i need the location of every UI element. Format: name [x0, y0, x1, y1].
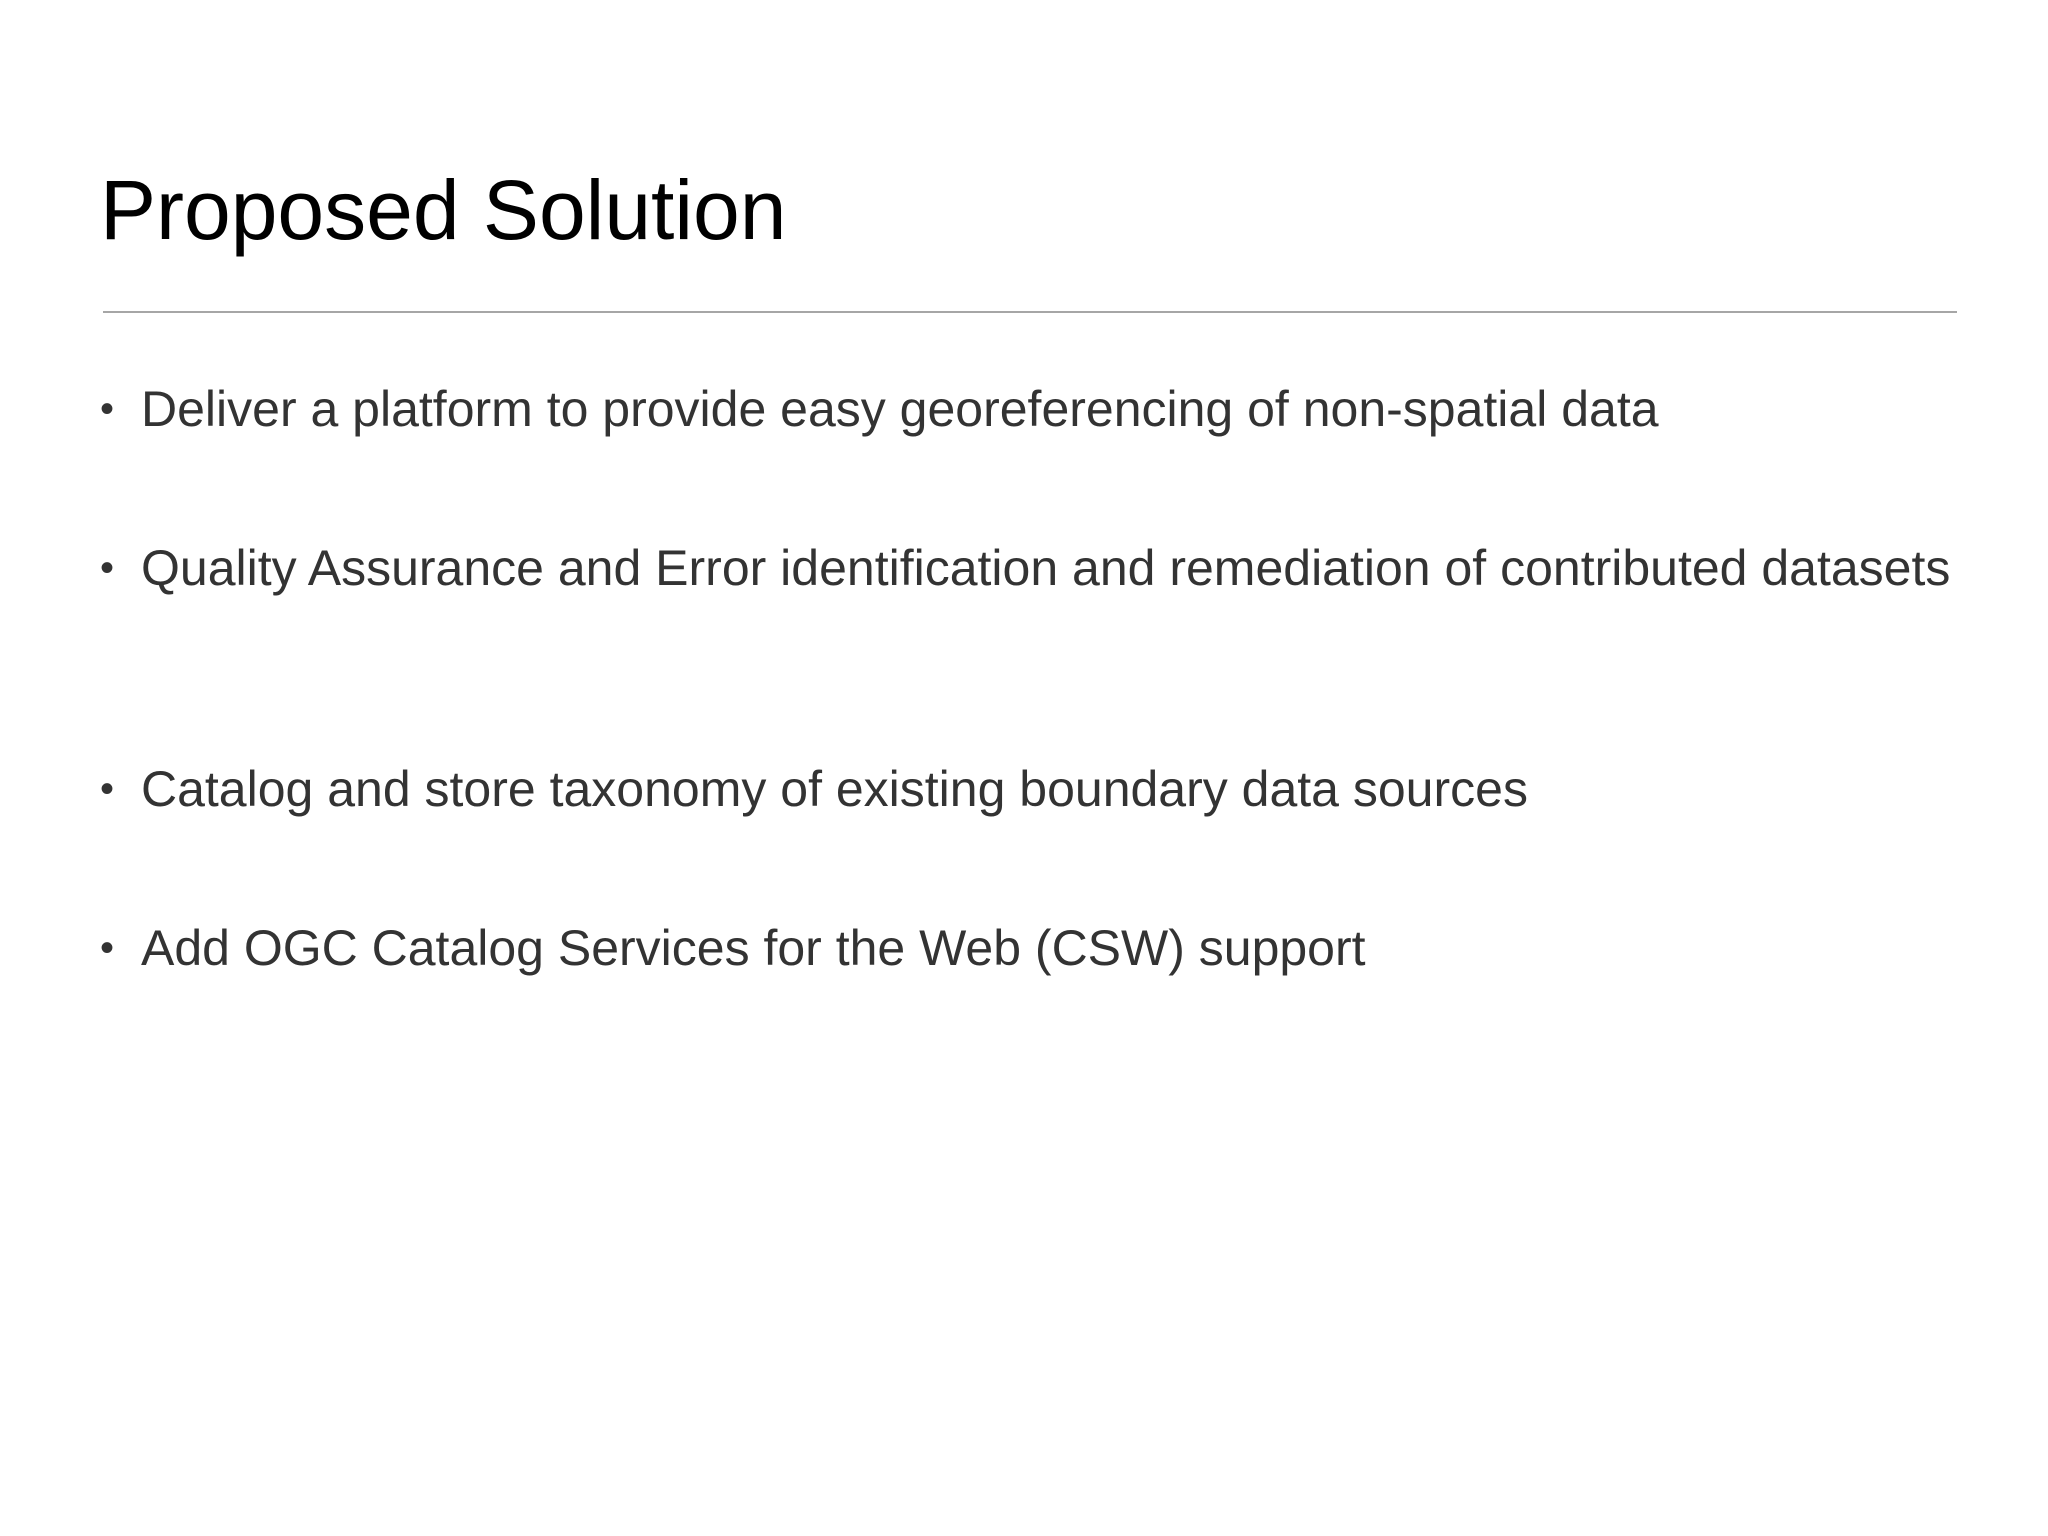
bullet-item: [100, 917, 1960, 979]
bullet-item: [100, 378, 1960, 440]
bullet-text: Catalog and store taxonomy of existing boundary data sources: [141, 761, 1528, 817]
slide-title: Proposed Solution: [100, 163, 787, 257]
bullet-text: Quality Assurance and Error identification and remediation of contributed datasets: [141, 540, 1951, 596]
bullet-text: Add OGC Catalog Services for the Web (CSW) support: [141, 920, 1366, 976]
bullet-marker: •: [100, 387, 115, 431]
bullet-item: [100, 537, 1960, 599]
bullet-marker: •: [100, 926, 115, 970]
bullet-item: [100, 758, 1960, 820]
bullet-marker: •: [100, 767, 115, 811]
bullet-marker: •: [100, 546, 115, 590]
title-divider: [103, 311, 1957, 313]
bullet-text: Deliver a platform to provide easy georeferencing of non-spatial data: [141, 381, 1659, 437]
